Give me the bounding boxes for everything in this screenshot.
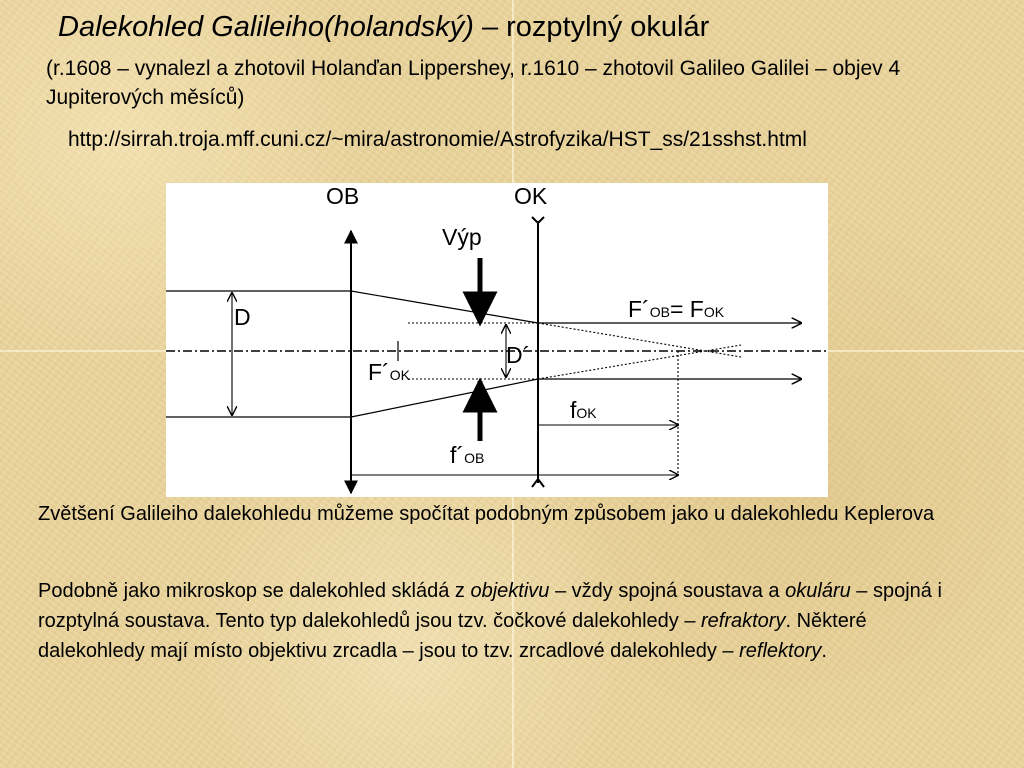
label-f-prime-ob-sub: OB <box>464 450 485 466</box>
p2-text-2: – vždy spojná soustava a <box>549 580 786 602</box>
label-focus-f-prime: F´ <box>628 296 650 322</box>
label-f-prime-ok-main: F´ <box>368 359 390 385</box>
label-vyp: Výp <box>442 224 482 250</box>
label-f-prime-ob-main: f´ <box>450 442 465 468</box>
label-focus-eq: = F <box>669 296 704 322</box>
label-f-ok-main: f <box>570 397 577 423</box>
label-ob: OB <box>326 183 360 209</box>
p2-term-okular: okuláru <box>785 580 851 602</box>
p2-text-3: – spojná i rozptylná soustava. Tento typ dalekohledů jsou tzv. čočkové dalekohledy – <box>38 580 942 632</box>
label-focus-ob-sub: OB <box>649 304 670 320</box>
p2-term-objektiv: objektivu <box>470 580 550 602</box>
source-url: http://sirrah.troja.mff.cuni.cz/~mira/astronomie/Astrofyzika/HST_ss/21sshst.html <box>68 128 807 151</box>
p2-term-reflektory: reflektory <box>739 640 822 662</box>
label-d-prime: D´ <box>506 342 531 368</box>
ray-lower-virtual <box>538 345 741 379</box>
ray-upper-converging <box>351 291 538 323</box>
galilean-telescope-diagram <box>166 183 828 497</box>
history-note: (r.1608 – vynalezl a zhotovil Holanďan Lippershey, r.1610 – zhotovil Galileo Galilei – objev 4 Jupiterových měsíců) <box>46 57 901 109</box>
label-focus-ok-sub: OK <box>703 304 725 320</box>
label-focus-equality <box>628 296 725 322</box>
slide-title-italic: Dalekohled Galileiho(holandský) <box>58 11 474 43</box>
paragraph-magnification: Zvětšení Galileiho dalekohledu můžeme spočítat podobným způsobem jako u dalekohledu Keplerova <box>38 503 935 525</box>
p2-text-1: Podobně jako mikroskop se dalekohled skládá z <box>38 580 471 602</box>
label-f-prime-ok-sub: OK <box>389 367 410 383</box>
p2-term-refraktory: refraktory <box>701 610 786 632</box>
label-f-ok-sub: OK <box>576 405 597 421</box>
p2-text-5: . <box>821 640 827 662</box>
eyepiece-top-mark <box>532 217 544 223</box>
label-ok: OK <box>514 183 548 209</box>
ray-upper-virtual <box>538 323 741 357</box>
p2-text-4: . Některé dalekohledy mají místo objektivu zrcadla – jsou to tzv. zrcadlové dalekohledy – <box>38 610 867 662</box>
label-f-prime-ob <box>450 442 484 468</box>
slide-title-rest: – rozptylný okulár <box>473 11 710 43</box>
diagram-svg <box>166 183 828 497</box>
slide-title <box>58 8 709 46</box>
label-f-ok <box>570 397 597 423</box>
label-f-prime-ok <box>368 359 411 385</box>
label-d: D <box>234 304 251 330</box>
paragraph-telescope-types <box>38 576 958 666</box>
